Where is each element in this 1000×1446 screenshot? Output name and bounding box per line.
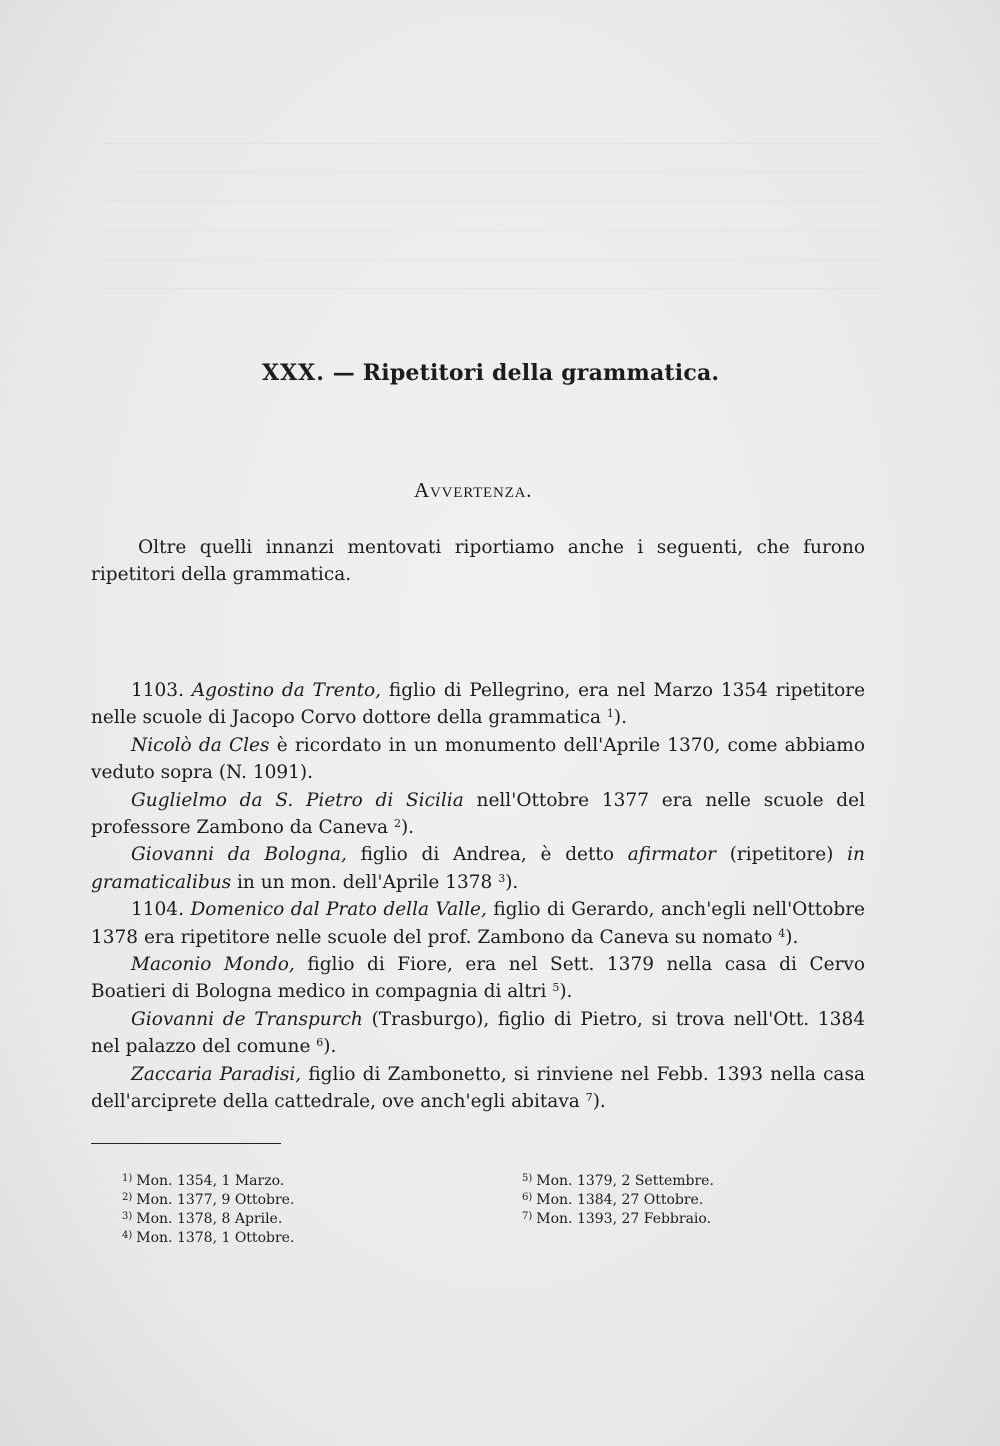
footnote xyxy=(522,1210,714,1229)
section-heading xyxy=(262,360,719,386)
footnote-ref: 6 xyxy=(316,1036,324,1050)
footnote-divider xyxy=(91,1143,281,1144)
footnote-ref: 4 xyxy=(778,926,786,940)
person-name: Nicolò da Cles xyxy=(131,734,270,756)
entries-list xyxy=(91,677,865,1116)
latin-term: afirmator xyxy=(627,844,716,866)
footnote-text: Mon. 1384, 27 Ottobre. xyxy=(536,1192,704,1208)
section-number: XXX. xyxy=(262,360,325,386)
person-name: Guglielmo da S. Pietro di Sicilia xyxy=(131,789,464,811)
entry-paragraph xyxy=(91,951,865,1006)
footnote-mark: 6) xyxy=(522,1192,533,1203)
entry-paragraph xyxy=(91,787,865,842)
entry-text: è ricordato in un monumento dell'Aprile 1370, come abbiamo veduto sopra (N. 1091). xyxy=(91,734,865,784)
footnote-text: Mon. 1378, 1 Ottobre. xyxy=(136,1230,295,1246)
footnote-mark: 7) xyxy=(522,1211,533,1222)
entry-end: ). xyxy=(613,707,627,729)
person-name: Domenico dal Prato della Valle, xyxy=(190,899,487,921)
footnote xyxy=(522,1191,714,1210)
footnote xyxy=(122,1210,294,1229)
footnote-text: Mon. 1379, 2 Settembre. xyxy=(536,1173,714,1189)
footnote-ref: 7 xyxy=(585,1091,593,1105)
entry-end: ). xyxy=(559,981,573,1003)
footnote xyxy=(522,1172,714,1191)
footnotes-right-column xyxy=(522,1172,714,1229)
entry-text: in un mon. dell'Aprile 1378 xyxy=(237,871,493,893)
footnote-text: Mon. 1377, 9 Ottobre. xyxy=(136,1192,295,1208)
entry-text: figlio di Gerardo, anch'egli nell'Ottobre 1378 era ripetitore nelle scuole del prof. Zambono da Caneva su nomato xyxy=(91,899,865,948)
notice-heading: Avvertenza. xyxy=(414,478,533,502)
section-title: Ripetitori della grammatica. xyxy=(362,360,720,386)
footnote-mark: 4) xyxy=(122,1230,133,1241)
latin-term: in gramaticalibus xyxy=(91,844,865,893)
entry-end: ). xyxy=(785,926,799,948)
entry-number: 1104. xyxy=(131,899,184,921)
footnote-mark: 3) xyxy=(122,1211,133,1222)
footnote-ref: 1 xyxy=(606,707,614,721)
bleed-through-background xyxy=(100,115,880,289)
person-name: Zaccaria Paradisi, xyxy=(131,1063,302,1085)
entry-text: (ripetitore) xyxy=(729,844,834,866)
person-name: Maconio Mondo, xyxy=(131,954,295,976)
entry-paragraph xyxy=(91,841,865,896)
entry-paragraph xyxy=(91,1006,865,1061)
entry-text: figlio di Zambonetto, si rinviene nel Febb. 1393 nella casa dell'arciprete della cattedrale, ove anch'egli abitava xyxy=(91,1063,865,1113)
entry-end: ). xyxy=(505,871,519,893)
entry-end: ). xyxy=(323,1036,337,1058)
footnote xyxy=(122,1229,294,1248)
footnote-mark: 5) xyxy=(522,1173,533,1184)
entry-end: ). xyxy=(592,1091,606,1113)
person-name: Giovanni de Transpurch xyxy=(131,1008,363,1030)
entry-text: figlio di Pellegrino, era nel Marzo 1354 ripetitore nelle scuole di Jacopo Corvo dottore della grammatica xyxy=(91,680,866,729)
entry-text: nell'Ottobre 1377 era nelle scuole del professore Zambono da Caneva xyxy=(91,789,865,839)
entry-number: 1103. xyxy=(131,680,184,701)
footnote-ref: 3 xyxy=(498,871,506,885)
entry-text: figlio di Andrea, è detto xyxy=(360,844,615,866)
entry-text: figlio di Fiore, era nel Sett. 1379 nella casa di Cervo Boatieri di Bologna medico in compagnia di altri xyxy=(91,954,865,1003)
entry-paragraph xyxy=(91,896,865,951)
footnote-ref: 5 xyxy=(552,981,560,995)
footnote-ref: 2 xyxy=(393,817,401,831)
footnote-mark: 1) xyxy=(122,1173,133,1184)
entry-text: (Trasburgo), figlio di Pietro, si trova nell'Ott. 1384 nel palazzo del comune xyxy=(91,1008,865,1058)
entry-paragraph xyxy=(91,732,865,787)
footnote-text: Mon. 1393, 27 Febbraio. xyxy=(536,1211,712,1227)
intro-text: Oltre quelli innanzi mentovati riportiamo anche i seguenti, che furono ripetitori della grammatica. xyxy=(91,537,865,585)
footnote-text: Mon. 1354, 1 Marzo. xyxy=(136,1173,285,1189)
entry-paragraph xyxy=(91,677,865,732)
footnote-text: Mon. 1378, 8 Aprile. xyxy=(136,1211,283,1227)
footnote xyxy=(122,1172,294,1191)
heading-dash: — xyxy=(332,360,355,386)
footnotes-left-column xyxy=(122,1172,294,1248)
person-name: Agostino da Trento, xyxy=(191,680,382,701)
entry-paragraph xyxy=(91,1061,865,1116)
entry-end: ). xyxy=(400,817,415,839)
person-name: Giovanni da Bologna, xyxy=(131,844,347,866)
footnote-mark: 2) xyxy=(122,1192,133,1203)
intro-paragraph xyxy=(91,534,865,588)
footnote xyxy=(122,1191,294,1210)
